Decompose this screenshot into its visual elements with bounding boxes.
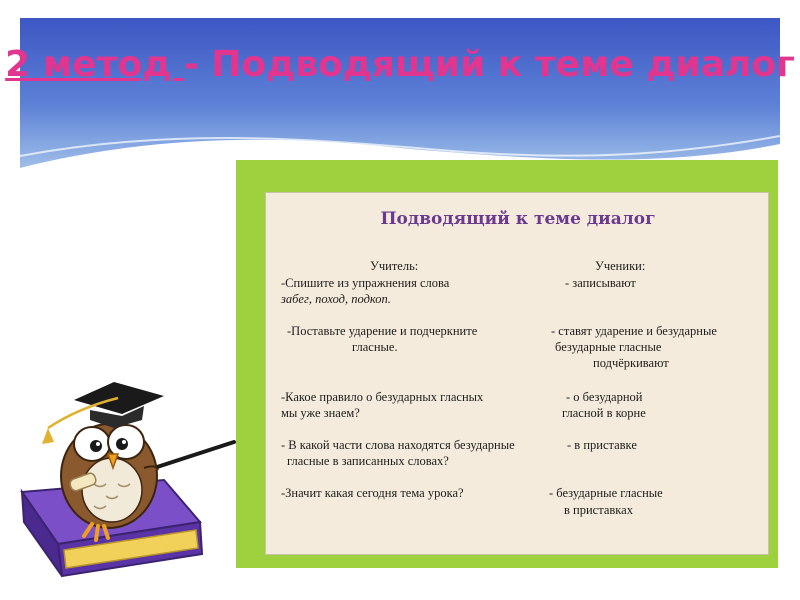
teacher-line-3b: мы уже знаем? (281, 406, 360, 420)
student-line-5a: - безударные гласные (549, 486, 663, 500)
teacher-line-2b: гласные. (352, 340, 398, 354)
title-text: - Подводящий к теме диалог (183, 44, 795, 85)
student-line-2b: безударные гласные (555, 340, 662, 354)
student-line-3a: - о безударной (566, 390, 643, 404)
student-line-5b: в приставках (564, 503, 633, 517)
slide-title (0, 42, 800, 88)
teacher-line-4b: гласные в записанных словах? (287, 454, 449, 468)
teacher-line-1b: забег, поход, подкоп. (281, 292, 391, 306)
owl-teacher-illustration (14, 372, 244, 596)
teacher-header: Учитель: (370, 259, 419, 273)
teacher-line-1a: -Спишите из упражнения слова (281, 276, 450, 290)
pointer-stick-icon (154, 442, 234, 468)
student-line-4a: - в приставке (567, 438, 637, 452)
teacher-line-2a: -Поставьте ударение и подчеркните (287, 324, 478, 338)
dialog-panel (265, 192, 769, 555)
student-line-3b: гласной в корне (562, 406, 646, 420)
teacher-line-3a: -Какое правило о безударных гласных (281, 390, 484, 404)
student-line-1a: - записывают (565, 276, 636, 290)
teacher-line-4a: - В какой части слова находятся безударные (281, 438, 515, 452)
title-method-link[interactable]: 2 метод (5, 44, 184, 85)
students-header: Ученики: (595, 259, 646, 273)
student-line-2a: - ставят ударение и безударные (551, 324, 717, 338)
panel-title: Подводящий к теме диалог (380, 209, 656, 229)
teacher-line-5a: -Значит какая сегодня тема урока? (281, 486, 464, 500)
student-line-2c: подчёркивают (593, 356, 669, 370)
